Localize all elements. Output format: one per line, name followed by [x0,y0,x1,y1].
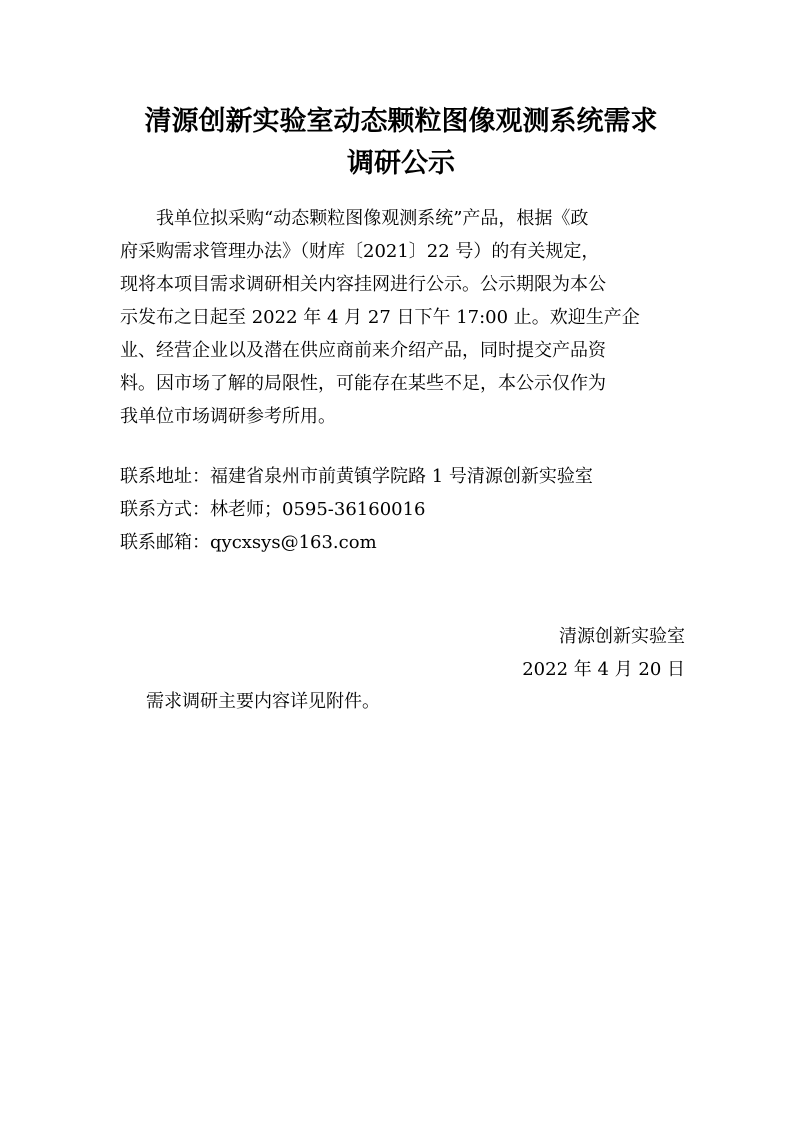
contact-method: 联系方式：林老师；0595-36160016 [120,499,426,520]
signature-org: 清源创新实验室 [559,626,685,647]
attachment-note: 需求调研主要内容详见附件。 [146,691,380,712]
document-title-line-2: 调研公示 [347,148,455,179]
paragraph-line-1: 我单位拟采购“动态颗粒图像观测系统”产品，根据《政 [156,208,589,229]
paragraph-line-4: 示发布之日起至 2022 年 4 月 27 日下午 17:00 止。欢迎生产企 [120,307,640,328]
paragraph-line-6: 料。因市场了解的局限性，可能存在某些不足，本公示仅作为 [120,373,606,394]
document-title-line-1: 清源创新实验室动态颗粒图像观测系统需求 [144,106,658,137]
paragraph-line-7: 我单位市场调研参考所用。 [120,406,336,427]
contact-address: 联系地址：福建省泉州市前黄镇学院路 1 号清源创新实验室 [120,466,593,487]
paragraph-line-5: 业、经营企业以及潜在供应商前来介绍产品，同时提交产品资 [120,340,606,361]
paragraph-line-2: 府采购需求管理办法》（财库〔2021〕22 号）的有关规定， [120,241,600,262]
signature-date: 2022 年 4 月 20 日 [522,659,685,680]
paragraph-line-3: 现将本项目需求调研相关内容挂网进行公示。公示期限为本公 [120,274,606,295]
contact-email: 联系邮箱：qycxsys@163.com [120,532,377,553]
